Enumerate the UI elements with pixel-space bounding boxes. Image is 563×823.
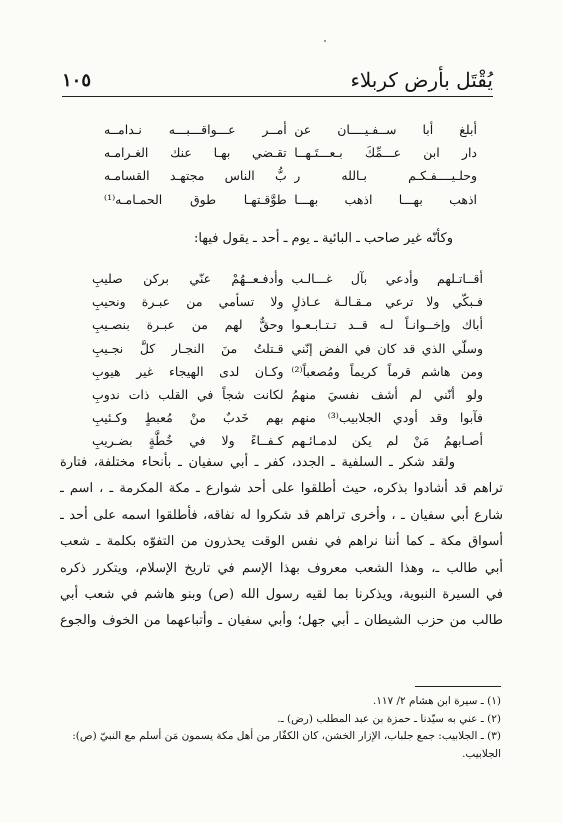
body-paragraph [60, 450, 503, 635]
verse-second-hemistich: ولا تسأمي من عبـرة ونحيبِ [92, 294, 284, 310]
poem-verse [104, 188, 477, 211]
poem-verse [92, 267, 483, 290]
verse-second-hemistich: وكـان لدى الهيجاء غير هيوبِ [92, 363, 284, 379]
poem-verse [92, 360, 483, 383]
verse-second-hemistich: لكانت شجاً في القلب ذات ندوبِ [92, 387, 284, 403]
poem-verse [92, 290, 483, 313]
poem-intro: وكأنّه غير صاحب ـ البائية ـ يوم ـ أحد ـ يقول فيها: [193, 231, 453, 246]
paragraph-line: في السيرة النبوية، ويذكرنا بما لقيه رسول الله (ص) وبنو هاشم في شعب أبي [60, 587, 503, 603]
poem-verse [104, 118, 477, 141]
verse-first-hemistich: أصـابهمُ مَنْ لم يكن لدمـائـهم [291, 433, 483, 449]
running-header [62, 64, 493, 97]
paragraph-line: شارع أبي سفيان ـ ، وأخرى تراهم قد شكروا له نفاقه، فأطلقوا اسمه على أحد ـ [60, 507, 503, 523]
verse-second-hemistich: بهم خَدبٌ منْ مُعبطٍ وكـئيبِ [92, 410, 284, 426]
footnotes [62, 693, 501, 763]
verse-first-hemistich: أقــاتـلهم وأدعي بآل غـــالـب [291, 271, 483, 286]
footnote-divider [415, 686, 501, 687]
verse-first-hemistich: ولو أنّني لم أشف نفسيَ منهمُ [291, 387, 483, 403]
poem-block-1 [104, 118, 477, 211]
verse-second-hemistich: أمــر عـــواقـــبـــه نـدامــه [104, 122, 287, 137]
verse-first-hemistich: ومن هاشم قرماً كريماً ومُصعباً⁽²⁾ [291, 363, 483, 379]
poem-verse [92, 383, 483, 406]
paragraph-line: أبي طالب ـ، وهذا الشعب معروف بهذا الإسم في تاريخ الإسلام، ويتكرر ذكره [60, 560, 503, 576]
verse-first-hemistich: فـبكّي ولا ترعي مـقـالـة عـاذلٍ [291, 294, 483, 310]
poem-verse [92, 313, 483, 336]
verse-first-hemistich: وسلّي الذي قد كان في الفض إنّني [291, 340, 483, 356]
verse-second-hemistich: قـتلتُ منَ النجـار كلَّ نجـيبِ [92, 340, 284, 356]
footnote-3: (٣) ـ الجلابيب: جمع جلباب، الإزار الخشن، كان الكفّار من أهل مكة يسمون مَن أسلم مع النبيّ (ص): الجلابيب. [72, 730, 501, 760]
header-title: يُقْتَل بأرض كربلاء [350, 68, 493, 92]
verse-second-hemistich: وأدفـعــهُمْ عنّي بركن صليبِ [92, 271, 284, 286]
page-number: ١٠٥ [62, 69, 92, 91]
verse-first-hemistich: وحلـيــــفـكـم بـالله ر [294, 168, 477, 184]
poem-verse [104, 141, 477, 164]
paragraph-line: ولقد شكر ـ السلفية ـ الجدد، كفر ـ أبي سفيان ـ بأنحاء مختلفة، فتارة [60, 455, 455, 470]
verse-first-hemistich: فآبوا وقد أودي الجلابيب⁽³⁾ منهم [291, 410, 483, 426]
verse-second-hemistich: تقـضي بهـا عنك الغـرامـه [104, 145, 287, 161]
verse-second-hemistich: وحقٌّ لهم من عبـرة بنصـيبِ [92, 317, 284, 333]
poem-verse [104, 164, 477, 187]
verse-first-hemistich: دار ابن عـــمِّكَ بـعـــتَـهــا [294, 145, 477, 161]
paragraph-line: طالب من حزب الشيطان ـ أبي جهل؛ وأبي سفيان ـ وأتباعهما من الخوف والجوع [60, 613, 503, 629]
scan-speck [324, 40, 326, 42]
verse-first-hemistich: أبلغ أبا ســفـيــــان عن [294, 122, 477, 137]
verse-second-hemistich: طوَّقـتهـا طوق الحمـامـه⁽¹⁾ [104, 191, 287, 207]
poem-verse [92, 337, 483, 360]
verse-first-hemistich: اذهب بهـــا اذهب بهـــا [294, 191, 477, 207]
poem-block-2 [92, 267, 483, 453]
footnote-2: (٢) ـ عني به سيّدنا ـ حمزة بن عبد المطلب (رض) ـ. [277, 712, 501, 725]
paragraph-line: أسواق مكة ـ كما أننا نراهم في نفس الوقت يحذرون من التفوّه بكلمة ـ شعب [60, 534, 503, 550]
paragraph-line: تراهم قد أشادوا بذكره، حيث أطلقوا على أحد شوارع ـ مكة المكرمة ـ ، اسم ـ [60, 481, 503, 497]
footnote-1: (١) ـ سيرة ابن هشام ٢/ ١١٧. [372, 695, 501, 707]
verse-first-hemistich: أباك وإخــوانـاً لـه قــد تـتـابـعـوا [291, 317, 483, 333]
verse-second-hemistich: بُّ الناس مجتهـد القسامـه [104, 168, 287, 184]
verse-second-hemistich: كـفــاءً ولا في خُطَّةٍ بضـريبِ [92, 433, 284, 449]
poem-verse [92, 406, 483, 429]
